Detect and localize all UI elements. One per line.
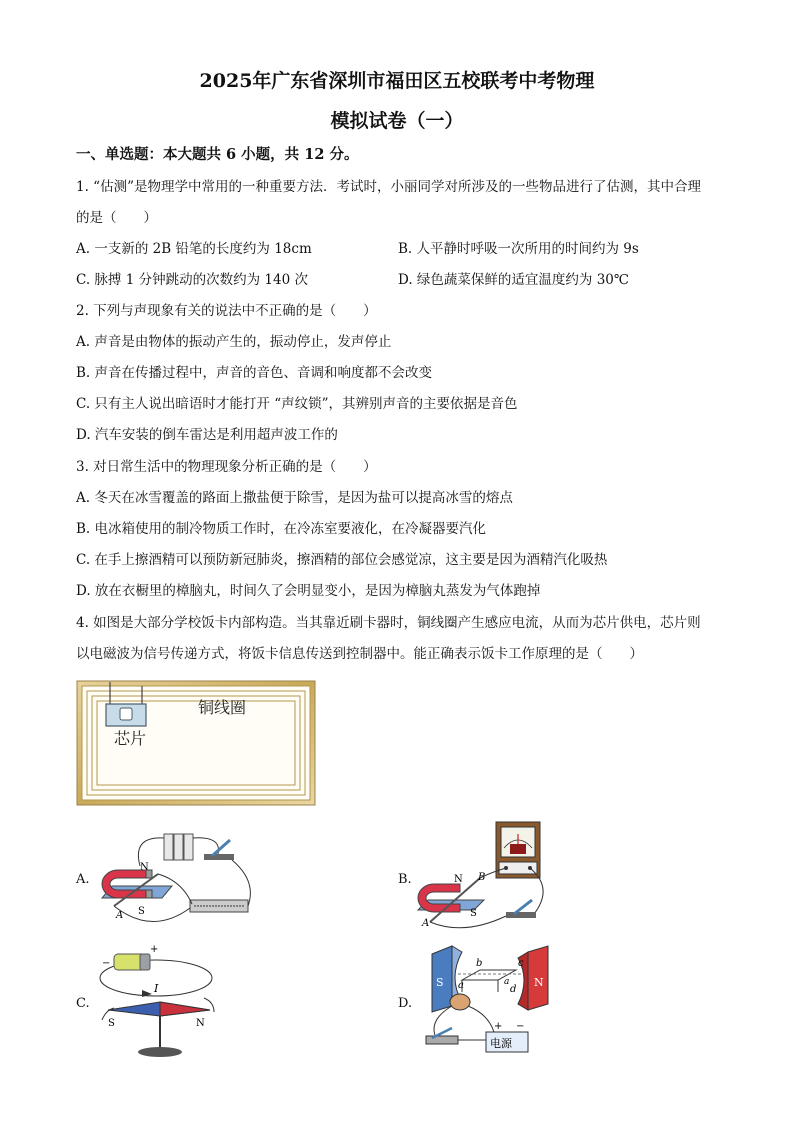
q3-option-a[interactable]: A. 冬天在冰雪覆盖的路面上撒盐便于除雪，是因为盐可以提高冰雪的熔点 bbox=[76, 490, 513, 506]
exam-title-line1: 2025年广东省深圳市福田区五校联考中考物理 bbox=[199, 70, 595, 92]
q4-option-c-label[interactable]: C. bbox=[76, 996, 90, 1011]
q4-stem-line1: 4. 如图是大部分学校饭卡内部构造。当其靠近刷卡器时，铜线圈产生感应电流，从而为芯片供电，芯片则 bbox=[76, 615, 701, 631]
q4-option-a-label[interactable]: A. bbox=[76, 872, 90, 887]
q4-option-b-label[interactable]: B. bbox=[398, 872, 412, 887]
exam-title-line2: 模拟试卷（一） bbox=[330, 110, 464, 132]
q4-d-label-d: d bbox=[510, 984, 517, 995]
q4-b-rod-a: A bbox=[422, 918, 430, 929]
q4-option-b-figure[interactable] bbox=[414, 818, 564, 936]
q4-d-label-a2: a bbox=[504, 977, 510, 987]
q1-stem-line2: 的是（ ） bbox=[76, 210, 157, 226]
q4-c-current: I bbox=[154, 982, 159, 995]
q1-option-b[interactable]: B. 人平静时呼吸一次所用的时间约为 9s bbox=[398, 241, 639, 257]
q3-option-d[interactable]: D. 放在衣橱里的樟脑丸，时间久了会明显变小，是因为樟脑丸蒸发为气体跑掉 bbox=[76, 583, 541, 599]
q4-d-plus: + bbox=[494, 1021, 503, 1032]
q2-option-b[interactable]: B. 声音在传播过程中，声音的音色、音调和响度都不会改变 bbox=[76, 365, 433, 381]
q4-d-pole-n: N bbox=[534, 976, 544, 989]
q4-d-minus: − bbox=[516, 1021, 525, 1032]
q4-c-needle-n: N bbox=[196, 1018, 205, 1029]
q4-c-minus: − bbox=[102, 958, 111, 969]
q4-c-plus: + bbox=[150, 944, 159, 955]
q1-option-a[interactable]: A. 一支新的 2B 铅笔的长度约为 18cm bbox=[76, 241, 312, 257]
q4-d-pole-s: S bbox=[436, 976, 444, 989]
q4-option-d-label[interactable]: D. bbox=[398, 996, 413, 1011]
q4-a-pole-n: N bbox=[140, 862, 149, 873]
meal-card-figure bbox=[76, 680, 316, 806]
q3-stem: 3. 对日常生活中的物理现象分析正确的是（ ） bbox=[76, 459, 377, 475]
q4-d-label-c: c bbox=[518, 958, 524, 969]
q2-option-a[interactable]: A. 声音是由物体的振动产生的，振动停止，发声停止 bbox=[76, 334, 392, 350]
q1-stem-line1: 1. “估测”是物理学中常用的一种重要方法．考试时，小丽同学对所涉及的一些物品进行了估测，其中合理 bbox=[76, 179, 701, 195]
q2-option-c[interactable]: C. 只有主人说出暗语时才能打开 “声纹锁”，其辨别声音的主要依据是音色 bbox=[76, 396, 518, 412]
q4-b-pole-n: N bbox=[454, 874, 463, 885]
chip-label: 芯片 bbox=[114, 729, 147, 748]
q4-d-label-b: b bbox=[476, 958, 483, 969]
section-heading: 一、单选题：本大题共 6 小题，共 12 分。 bbox=[76, 146, 359, 163]
q4-d-power-label: 电源 bbox=[490, 1037, 512, 1050]
coil-label: 铜线圈 bbox=[198, 698, 247, 717]
q4-b-rod-b: B bbox=[478, 872, 486, 883]
q4-option-a-figure[interactable] bbox=[92, 826, 262, 936]
q2-option-d[interactable]: D. 汽车安装的倒车雷达是利用超声波工作的 bbox=[76, 427, 338, 443]
q4-a-pole-s: S bbox=[138, 906, 145, 917]
q4-d-label-a1: a bbox=[458, 980, 464, 991]
q3-option-b[interactable]: B. 电冰箱使用的制冷物质工作时，在冷冻室要液化，在冷凝器要汽化 bbox=[76, 521, 487, 537]
q3-option-c[interactable]: C. 在手上擦酒精可以预防新冠肺炎，擦酒精的部位会感觉凉，这主要是因为酒精汽化吸热 bbox=[76, 552, 608, 568]
q4-stem-line2: 以电磁波为信号传递方式，将饭卡信息传送到控制器中。能正确表示饭卡工作原理的是（ ） bbox=[76, 646, 643, 662]
q4-b-pole-s: S bbox=[470, 908, 477, 919]
q2-stem: 2. 下列与声现象有关的说法中不正确的是（ ） bbox=[76, 303, 377, 319]
q1-option-d[interactable]: D. 绿色蔬菜保鲜的适宜温度约为 30℃ bbox=[398, 272, 629, 288]
q4-a-rod-label: A bbox=[116, 910, 124, 921]
q4-option-d-figure[interactable] bbox=[418, 940, 568, 1062]
q4-c-needle-s: S bbox=[108, 1018, 115, 1029]
q1-option-c[interactable]: C. 脉搏 1 分钟跳动的次数约为 140 次 bbox=[76, 272, 308, 288]
q4-option-c-figure[interactable] bbox=[92, 940, 222, 1064]
